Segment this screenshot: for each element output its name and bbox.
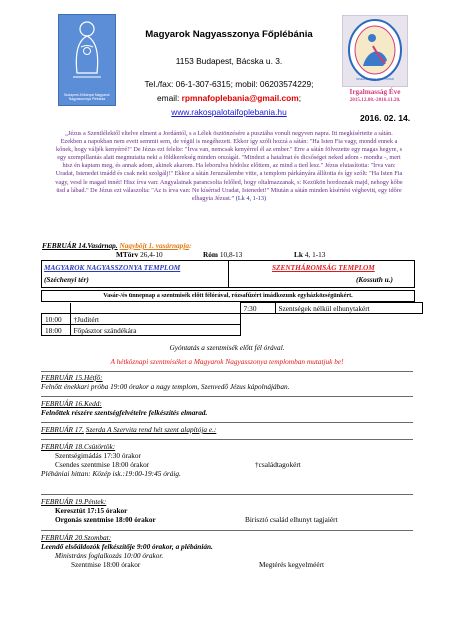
gospel-reference: (Lk 4, 1-13) bbox=[235, 194, 267, 202]
day-line bbox=[41, 460, 413, 469]
email-link[interactable]: rpmnafoplebania@gmail.com bbox=[181, 93, 299, 103]
email-suffix: ; bbox=[298, 93, 302, 103]
day-name: Hétfő: bbox=[83, 373, 103, 382]
rosary-notice: Vasár-/és ünnepnap a szentmisék előtt félórával, rózsafűzért imádkozunk egyházközségünkért. bbox=[103, 292, 353, 299]
day-heading: FEBRUÁR 20. bbox=[41, 533, 84, 542]
sunday-name: Nagyböjt 1. vasárnapja bbox=[119, 241, 189, 250]
year-of-mercy-logo bbox=[342, 15, 408, 87]
day-heading: FEBRUÁR 16. bbox=[41, 399, 84, 408]
day-heading: FEBRUÁR 15. bbox=[41, 373, 84, 382]
jubilee-logo-motto: MISERICORDES SICUT PATER bbox=[356, 78, 394, 81]
year-of-mercy-title: Irgalmasság Éve bbox=[349, 88, 401, 96]
day-name: Péntek: bbox=[83, 497, 107, 506]
website-link-wrap bbox=[118, 107, 340, 117]
day-line: Szentségimádás 17:30 órakor bbox=[55, 451, 141, 460]
church-names-box bbox=[41, 260, 415, 288]
day-wednesday bbox=[41, 425, 413, 434]
madonna-logo-icon bbox=[59, 15, 115, 85]
day-line: Leendő elsőáldozók felkészítője 9:00 órakor, a plébánián. bbox=[41, 542, 213, 551]
day-saturday bbox=[41, 533, 413, 569]
sunday-mass-table bbox=[41, 302, 423, 336]
day-line-intention: Megtérés kegyelméért bbox=[259, 560, 325, 569]
day-tuesday bbox=[41, 399, 413, 417]
day-line: Plébániai hittan: Közép isk.:19:00-19:45 óráig. bbox=[41, 469, 181, 478]
website-link[interactable]: www.rakospalotaifoplebania.hu bbox=[171, 107, 287, 117]
reading-label: MTörv bbox=[116, 250, 139, 259]
reading-label: Róm bbox=[203, 250, 218, 259]
day-line bbox=[41, 560, 413, 569]
day-line: Felnőttek részére szentségfelvételre felkészítés elmarad. bbox=[41, 408, 208, 417]
weekday-mass-notice: A hétköznapi szentmiséket a Magyarok Nagyasszonya templomban mutatjuk be! bbox=[110, 357, 344, 366]
church-left-location: (Széchenyi tér) bbox=[44, 275, 89, 284]
parish-logo bbox=[58, 14, 116, 106]
day-line: Keresztút 17:15 órakor bbox=[55, 506, 128, 515]
reading-label: Lk bbox=[294, 250, 303, 259]
sunday-heading bbox=[42, 241, 191, 250]
church-right-location: (Kossuth u.) bbox=[356, 275, 393, 284]
bulletin-date: 2016. 02. 14. bbox=[360, 113, 411, 123]
day-friday bbox=[41, 497, 413, 524]
day-name: Szombat: bbox=[83, 533, 112, 542]
day-name: Szerda A Szervita rend hét szent alapítója e.: bbox=[85, 425, 217, 434]
reading-2 bbox=[203, 250, 242, 259]
mass-time: 18:00 bbox=[42, 325, 71, 336]
reading-3 bbox=[294, 250, 325, 259]
day-line-text: Orgonás szentmise 18:00 órakor bbox=[55, 515, 156, 524]
day-heading: FEBRUÁR 18. bbox=[41, 442, 84, 451]
parish-address: 1153 Budapest, Bácska u. 3. bbox=[175, 56, 283, 66]
day-thursday bbox=[41, 442, 413, 492]
mass-time: 10:00 bbox=[42, 314, 71, 325]
day-name: Kedd: bbox=[83, 399, 102, 408]
jubilee-logo-icon bbox=[343, 16, 407, 86]
day-line: Felnőtt énekkari próba 19:00 órakor a nagy templom, Szenvedő Jézus kápolnájában. bbox=[41, 382, 290, 391]
reading-1 bbox=[116, 250, 163, 259]
parish-name: Magyarok Nagyasszonya Főplébánia bbox=[145, 29, 313, 40]
gospel-text: „Jézus a Szentlélektől eltelve elment a Jordántól, s a Lélek ösztönzésére a pusztába vonult negyven napra. Itt megkísértette a sátán. Ezekben a napokban nem evett semmit sem, de végül is megéhezett. Ekkor így szólt hozzá a sátán: "Ha Isten Fia vagy, mondd ennek a kőnek, hogy váljék kenyérré!" De Jézus ezt felelte: "Írva van, nemcsak kenyérrel él az ember." Erre a sátán fölvezette egy magas hegyre, s egy szempillantás alatt megmutatta neki a földkerekség minden országát. "Mindezt a hatalmat és dicsőséget neked adom - mondta -, mert hisz én kaptam meg, és annak adom, akinek akarom. Ha leborulva hódolsz előttem, az mind a tied lesz." Jézus elutasította: "Írva van: Uradat, Istenedet imádd és csak neki szolgálj!" Ekkor a sátán Jeruzsálembe vitte, a templom párkányára állította és így szólt: "Ha Isten Fia vagy, vesd le magad innét! Hisz írva van: Angyalainak parancsolta felőled, hogy oltalmazzanak, s: Kezükön hordoznak majd, nehogy kőbe üsd a lábad." De Jézus ezt válaszolta: "Az is írva van: Ne kísértsd Uradat, Istenedet!" Miután a sátán minden kísértést végbevitt, egy időre elhagyta Jézust.” bbox=[55, 130, 403, 202]
reading-ref: 26,4-10 bbox=[140, 250, 163, 259]
year-of-mercy-dates: 2015.12.08.-2016.11.20. bbox=[349, 97, 401, 103]
email-label: email: bbox=[156, 93, 182, 103]
gospel-passage bbox=[55, 130, 403, 203]
day-heading: FEBRUÁR 17. bbox=[41, 425, 84, 434]
day-line-intention: †családtagokért bbox=[255, 460, 301, 469]
reading-ref: 10,8-13 bbox=[219, 250, 243, 259]
church-left-name: MAGYAROK NAGYASSZONYA TEMPLOM bbox=[44, 263, 181, 272]
day-line-intention: Birisztó család elhunyt tagjaiért bbox=[245, 515, 338, 524]
day-monday bbox=[41, 373, 413, 391]
right-church-intention: Szentségek nélkül elhunytakért bbox=[275, 303, 422, 314]
day-name: Csütörtök: bbox=[83, 442, 116, 451]
reading-ref: 4, 1-13 bbox=[304, 250, 326, 259]
day-line bbox=[41, 515, 413, 524]
confession-notice: Gyóntatás a szentmisék előtt fél órával. bbox=[169, 343, 285, 352]
rosary-notice-box bbox=[41, 290, 415, 302]
parish-email-line bbox=[118, 93, 340, 103]
day-heading: FEBRUÁR 19. bbox=[41, 497, 84, 506]
sunday-date: FEBRUÁR 14. bbox=[42, 241, 88, 250]
day-line-text: Szentmise 18:00 órakor bbox=[71, 560, 141, 569]
church-right-name: SZENTHÁROMSÁG TEMPLOM bbox=[272, 263, 375, 272]
sunday-day: Vasárnap. bbox=[87, 241, 118, 250]
parish-phone: Tel./fax: 06-1-307-6315; mobil: 06203574229; bbox=[144, 79, 314, 89]
mass-intention: Főpásztor szándékára bbox=[70, 325, 240, 336]
day-line: Ministráns foglalkozás 10:00 órakor. bbox=[55, 551, 164, 560]
mass-intention: †Juditért bbox=[70, 314, 240, 325]
right-church-time: 7:30 bbox=[240, 303, 275, 314]
sunday-colon: : bbox=[189, 241, 192, 250]
day-line-text: Csendes szentmise 18:00 órakor bbox=[55, 460, 150, 469]
parish-logo-caption: Budapest-Kőbányai Magyarok Nagyasszonya Plébánia bbox=[64, 93, 110, 101]
